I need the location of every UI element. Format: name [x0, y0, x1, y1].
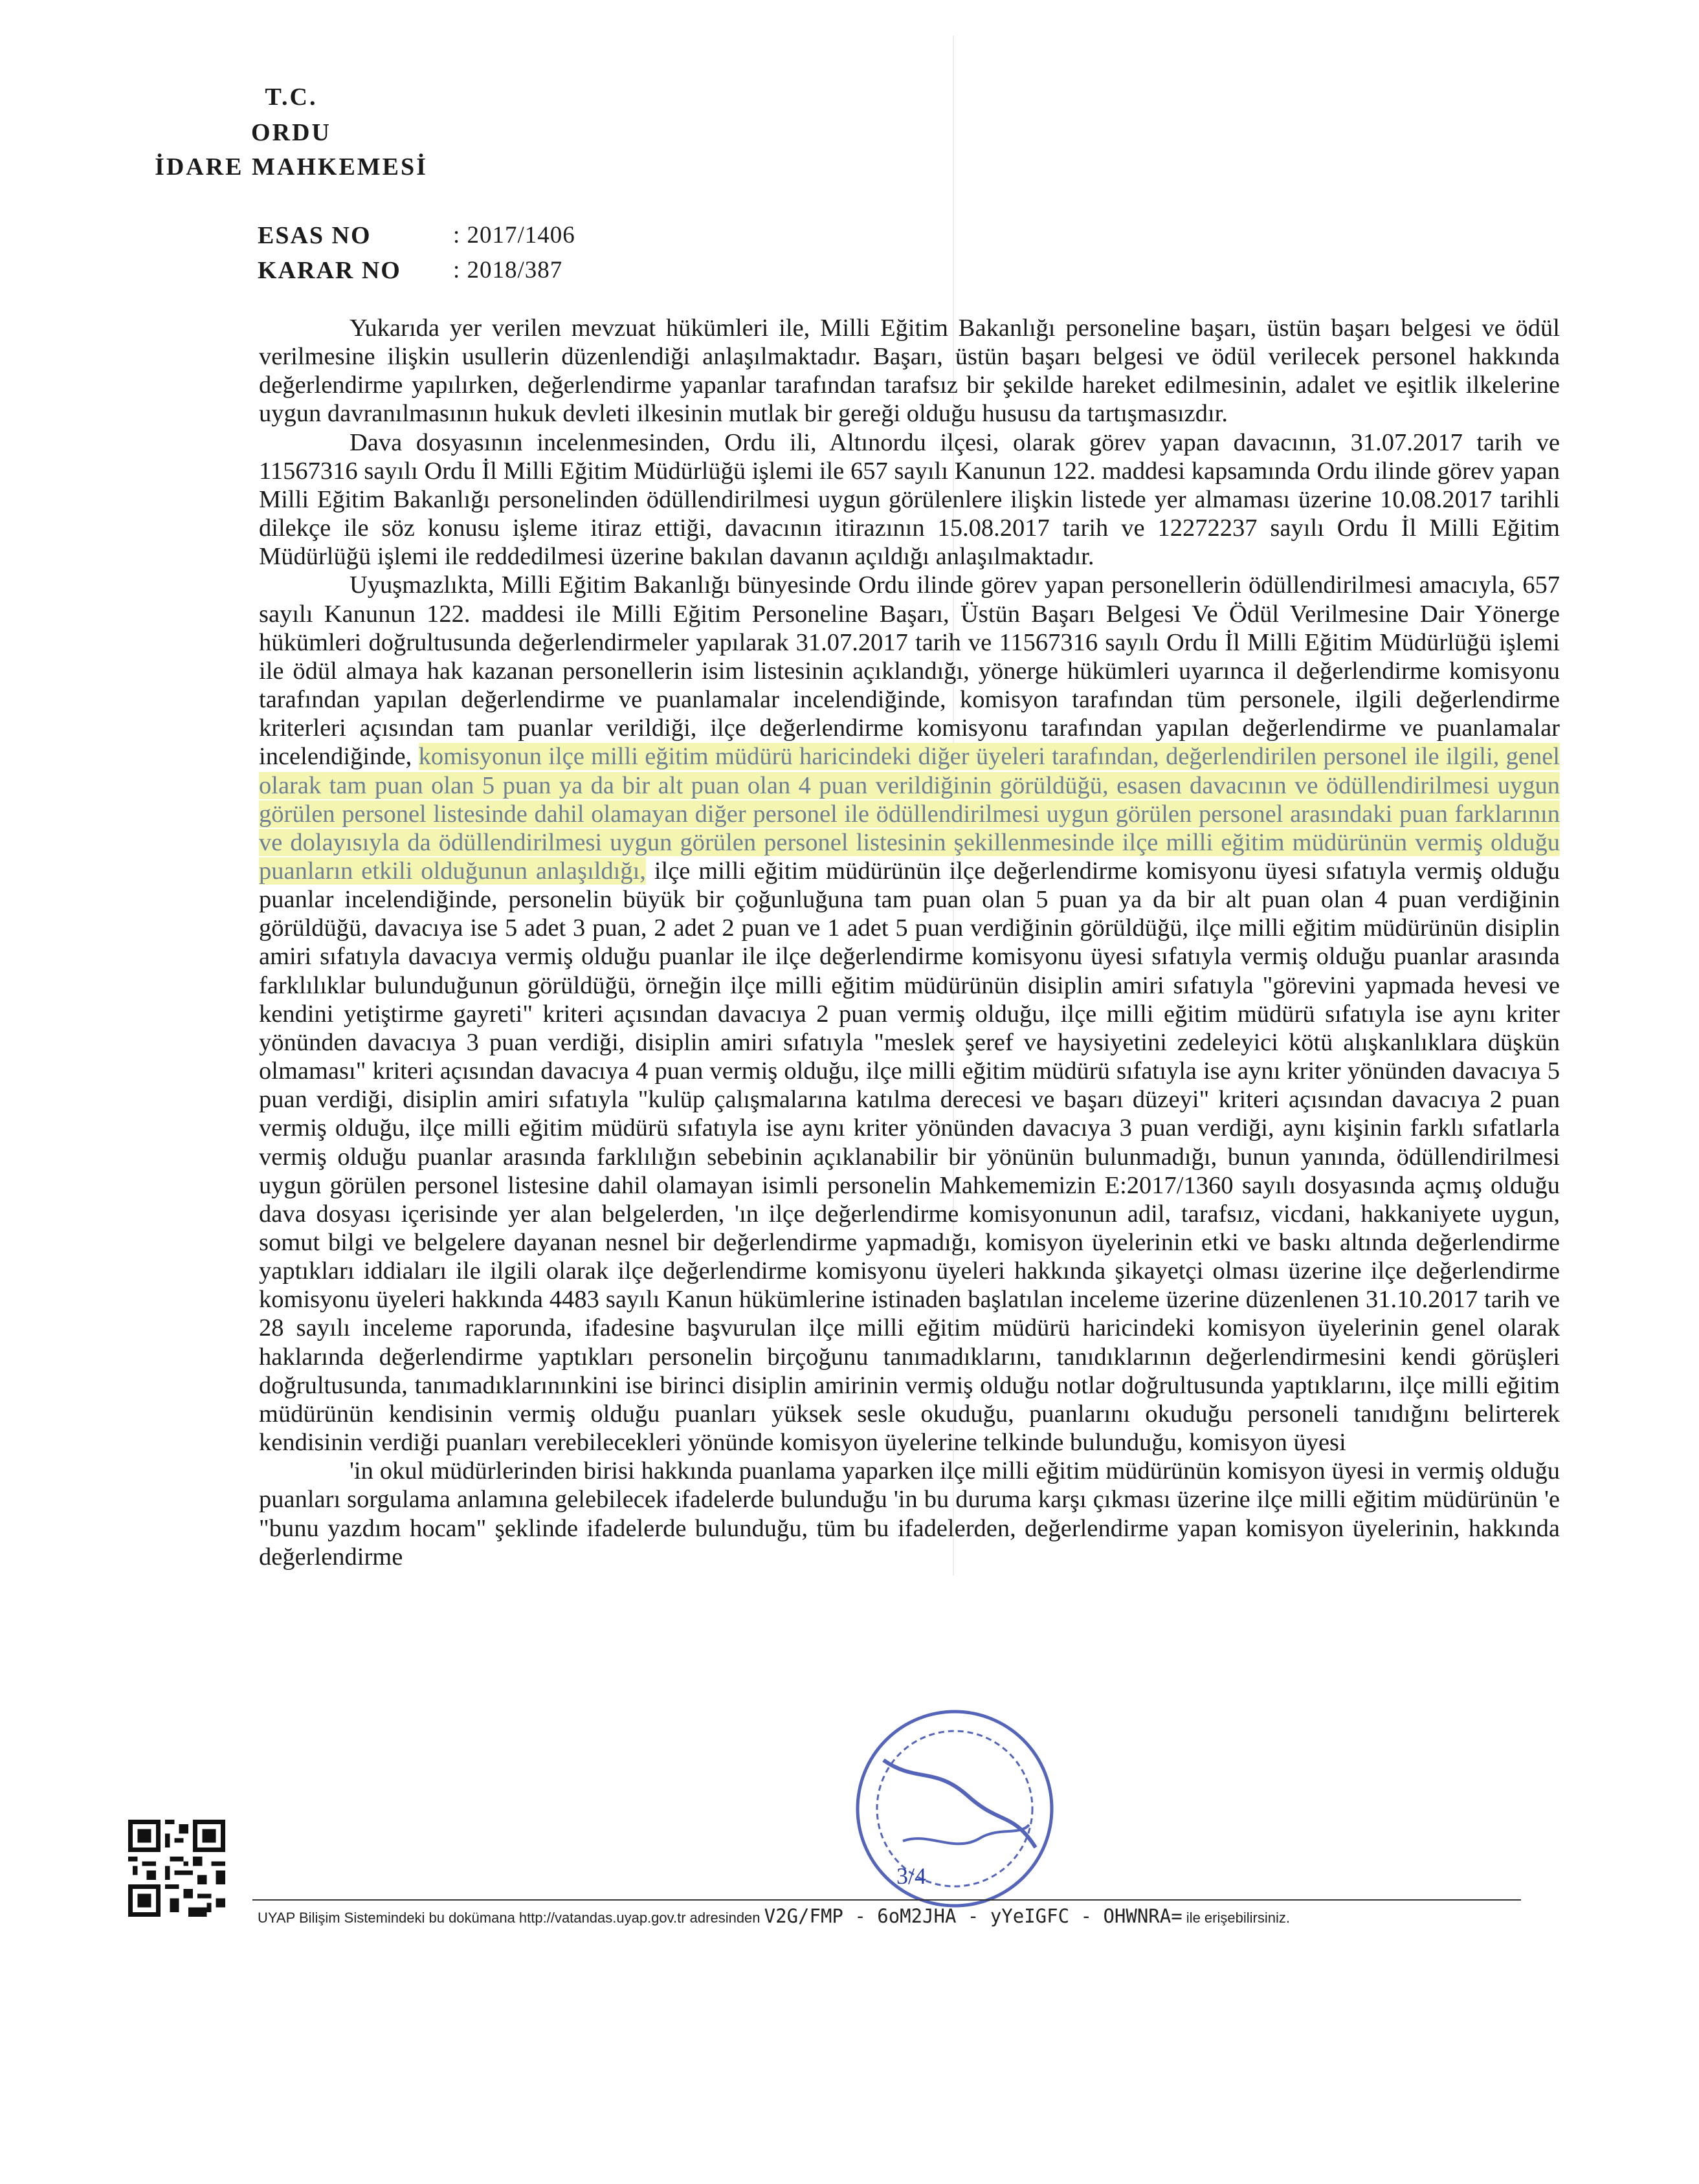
karar-no-value: : 2018/387 — [453, 257, 563, 283]
highlighted-passage: komisyonun ilçe milli eğitim müdürü haricindeki diğer üyeleri tarafından, değerlendirilen personel ile ilgili, genel olarak tam puan olan 5 puan ya da bir alt puan olan 4 puan verildiğinin görüldüğü, esasen davacının ve ödüllendirilmesi uygun görülen personel listesinde dahil olamayan diğer personel ile ödüllendirilmesi uygun görülen personel arasındaki puan farklarının ve dolayısıyla da ödüllendirilmesi uygun görülen personel listesinin şekillenmesinde ilçe milli eğitim müdürünün vermiş olduğu puanların etkili olduğunun anlaşıldığı, — [259, 743, 1560, 885]
country-heading: T.C. — [265, 83, 318, 111]
footer-divider — [252, 1899, 1521, 1901]
qr-code — [128, 1820, 225, 1917]
paragraph-committee-statements: 'in okul müdürlerinden birisi hakkında puanlama yaparken ilçe milli eğitim müdürünün komisyon üyesi in vermiş olduğu puanları sorgulama anlamına gelebilecek ifadelerde bulunduğu 'in bu duruma karşı çıkması üzerine ilçe milli eğitim müdürünün 'e "bunu yazdım hocam" şeklinde ifadelerde bulunduğu, tüm bu ifadelerden, değerlendirme yapan komisyon üyelerinin, hakkında değerlendirme — [259, 1457, 1560, 1571]
decision-body — [259, 314, 1560, 1571]
verification-code: V2G/FMP - 6oM2JHA - yYeIGFC - OHWNRA= — [764, 1905, 1183, 1927]
city-heading: ORDU — [251, 119, 331, 146]
footer-text: UYAP Bilişim Sistemindeki bu dokümana http://vatandas.uyap.gov.tr adresinden — [258, 1910, 761, 1926]
paragraph-dispute — [259, 571, 1560, 1457]
dispute-text-start: Uyuşmazlıkta, Milli Eğitim Bakanlığı bünyesinde Ordu ilinde görev yapan personellerin ödüllendirilmesi amacıyla, 657 sayılı Kanunun 122. maddesi ile Milli Eğitim Personeline Başarı, Üstün Başarı Belgesi Ve Ödül Verilmesine Dair Yönerge hükümleri doğrultusunda değerlendirmeler yapılarak 31.07.2017 tarih ve 11567316 sayılı Ordu İl Milli Eğitim Müdürlüğü işlemi ile ödül almaya hak kazanan personellerin isim listesinin açıklandığı, yönerge hükümleri uyarınca il değerlendirme komisyonu tarafından yapılan değerlendirme ve puanlamalar incelendiğinde, komisyon tarafından tüm personele, ilgili değerlendirme kriterleri açısından tam puanlar verildiği, ilçe değerlendirme komisyonu tarafından yapılan değerlendirme ve puanlamalar incelendiğinde, — [259, 571, 1560, 771]
footer-suffix: ile erişebilirsiniz. — [1186, 1910, 1290, 1926]
court-heading: İDARE MAHKEMESİ — [155, 153, 428, 181]
karar-no-label: KARAR NO — [258, 257, 401, 284]
page-number: 3/4 — [896, 1863, 927, 1889]
paragraph-case-history: Dava dosyasının incelenmesinden, Ordu ili, Altınordu ilçesi, olarak görev yapan davacının, 31.07.2017 tarih ve 11567316 sayılı Ordu İl Milli Eğitim Müdürlüğü işlemi ile 657 sayılı Kanunun 122. maddesi kapsamında Ordu ilinde görev yapan Milli Eğitim Bakanlığı personelinden ödüllendirilmesi uygun görülenlere ilişkin listede yer almaması üzerine 10.08.2017 tarihli dilekçe ile söz konusu işleme itiraz ettiği, davacının itirazının 15.08.2017 tarih ve 12272237 sayılı Ordu İl Milli Eğitim Müdürlüğü işlemi ile reddedilmesi üzerine bakılan davanın açıldığı anlaşılmaktadır. — [259, 428, 1560, 571]
esas-no-label: ESAS NO — [258, 222, 372, 249]
footer-verification — [258, 1905, 1290, 1927]
official-stamp — [806, 1699, 1104, 1919]
paragraph-legal-basis: Yukarıda yer verilen mevzuat hükümleri ile, Milli Eğitim Bakanlığı personeline başarı, üstün başarı belgesi ve ödül verilmesine ilişkin usullerin düzenlendiği anlaşılmaktadır. Başarı, üstün başarı belgesi ve ödül verilecek personel hakkında değerlendirme yapılırken, değerlendirme yapanlar tarafından tarafsız bir şekilde hareket edilmesinin, adalet ve eşitlik ilkelerine uygun davranılmasının hukuk devleti ilkesinin mutlak bir gereği olduğu hususu da tartışmasızdır. — [259, 314, 1560, 428]
esas-no-value: : 2017/1406 — [453, 222, 575, 248]
dispute-text-end: ilçe milli eğitim müdürünün ilçe değerlendirme komisyonu üyesi sıfatıyla vermiş olduğu puanlar incelendiğinde, personelin büyük bir çoğunluğuna tam puan olan 5 puan ya da bir alt puan olan 4 puan verdiğinin görüldüğü, davacıya ise 5 adet 3 puan, 2 adet 2 puan ve 1 adet 5 puan verdiğinin görüldüğü, ilçe milli eğitim müdürünün disiplin amiri sıfatıyla davacıya vermiş olduğu puanlar ile ilçe değerlendirme komisyonu üyesi sıfatıyla vermiş olduğu puanlar arasında farklılıklar bulunduğunun görüldüğü, örneğin ilçe milli eğitim müdürünün disiplin amiri sıfatıyla "görevini yapmada hevesi ve kendini yetiştirme gayreti" kriteri açısından davacıya 2 puan vermiş olduğu, ilçe milli eğitim müdürü sıfatıyla ise aynı kriter yönünden davacıya 3 puan verdiği, disiplin amiri sıfatıyla "meslek şeref ve haysiyetini zedeleyici kötü alışkanlıklara düşkün olmaması" kriteri açısından davacıya 4 puan vermiş olduğu, ilçe milli eğitim müdürü sıfatıyla ise aynı kriter yönünden davacıya 5 puan verdiği, disiplin amiri sıfatıyla "kulüp çalışmalarına katılma derecesi ve başarı düzeyi" kriteri açısından davacıya 2 puan vermiş olduğu, ilçe milli eğitim müdürü sıfatıyla ise aynı kriter yönünden davacıya 3 puan verdiği, aynı kişinin farklı sıfatlarla vermiş olduğu puanlar arasında farklılığın sebebinin açıklanabilir bir yönünün bulunmadığı, bunun yanında, ödüllendirilmesi uygun görülen personel listesine dahil olamayan isimli personelin Mahkememizin E:2017/1360 sayılı dosyasında açmış olduğu dava dosyası içerisinde yer alan belgelerden, 'ın ilçe değerlendirme komisyonunun adil, tarafsız, vicdani, hakkaniyete uygun, somut bilgi ve belgelere dayanan nesnel bir değerlendirme yapmadığı, komisyon üyelerinin etki ve baskı altında değerlendirme yaptıkları iddiaları ile ilgili olarak ilçe değerlendirme komisyonu üyeleri hakkında şikayetçi olması üzerine ilçe değerlendirme komisyonu üyeleri hakkında 4483 sayılı Kanun hükümlerine istinaden başlatılan inceleme üzerine düzenlenen 31.10.2017 tarih ve 28 sayılı inceleme raporunda, ifadesine başvurulan ilçe milli eğitim müdürü haricindeki komisyon üyelerinin genel olarak haklarında değerlendirme yaptıkları personelin birçoğunu tanımadıklarını, tanıdıklarının değerlendirmesini kendi görüşleri doğrultusunda, tanımadıklarınınkini ise birinci disiplin amirinin vermiş olduğu notlar doğrultusunda yaptıklarını, ilçe milli eğitim müdürünün kendisinin vermiş olduğu puanları yüksek sesle okuduğu, puanlarını okuduğu personeli tanıdığını belirterek kendisinin verdiği puanları verebilecekleri yönünde komisyon üyelerine telkinde bulunduğu, komisyon üyesi — [259, 857, 1560, 1457]
